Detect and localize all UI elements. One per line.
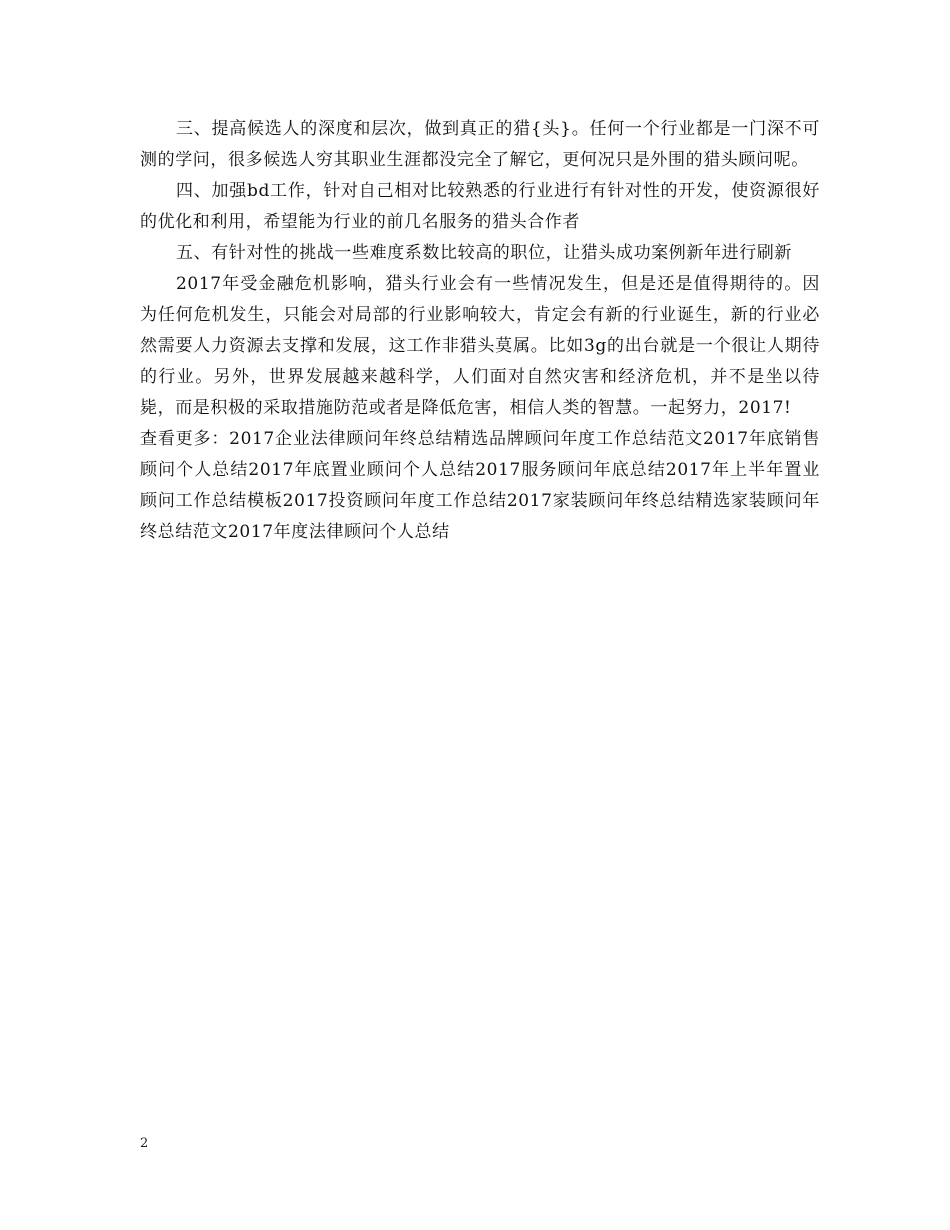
paragraph-point-five: 五、有针对性的挑战一些难度系数比较高的职位，让猎头成功案例新年进行刷新 <box>176 243 792 263</box>
paragraph-point-four: 四、加强bd工作，针对自己相对比较熟悉的行业进行有针对性的开发，使资源很好的优化和利用，希望能为行业的前几名服务的猎头合作者 <box>140 181 820 232</box>
document-body <box>140 114 820 548</box>
paragraph-see-more: 查看更多：2017企业法律顾问年终总结精选品牌顾问年度工作总结范文2017年底销售顾问个人总结2017年底置业顾问个人总结2017服务顾问年底总结2017年上半年置业顾问工作总结模板2017投资顾问年度工作总结2017家装顾问年终总结精选家装顾问年终总结范文2017年度法律顾问个人总结 <box>140 429 820 542</box>
page-number: 2 <box>140 1136 149 1151</box>
paragraph-point-three: 三、提高候选人的深度和层次，做到真正的猎{头}。任何一个行业都是一门深不可测的学问，很多候选人穷其职业生涯都没完全了解它，更何况只是外围的猎头顾问呢。 <box>140 119 820 170</box>
paragraph-outlook: 2017年受金融危机影响，猎头行业会有一些情况发生，但是还是值得期待的。因为任何危机发生，只能会对局部的行业影响较大，肯定会有新的行业诞生，新的行业必然需要人力资源去支撑和发展，这工作非猎头莫属。比如3g的出台就是一个很让人期待的行业。另外，世界发展越来越科学，人们面对自然灾害和经济危机，并不是坐以待毙，而是积极的采取措施防范或者是降低危害，相信人类的智慧。一起努力，2017! <box>140 274 820 418</box>
